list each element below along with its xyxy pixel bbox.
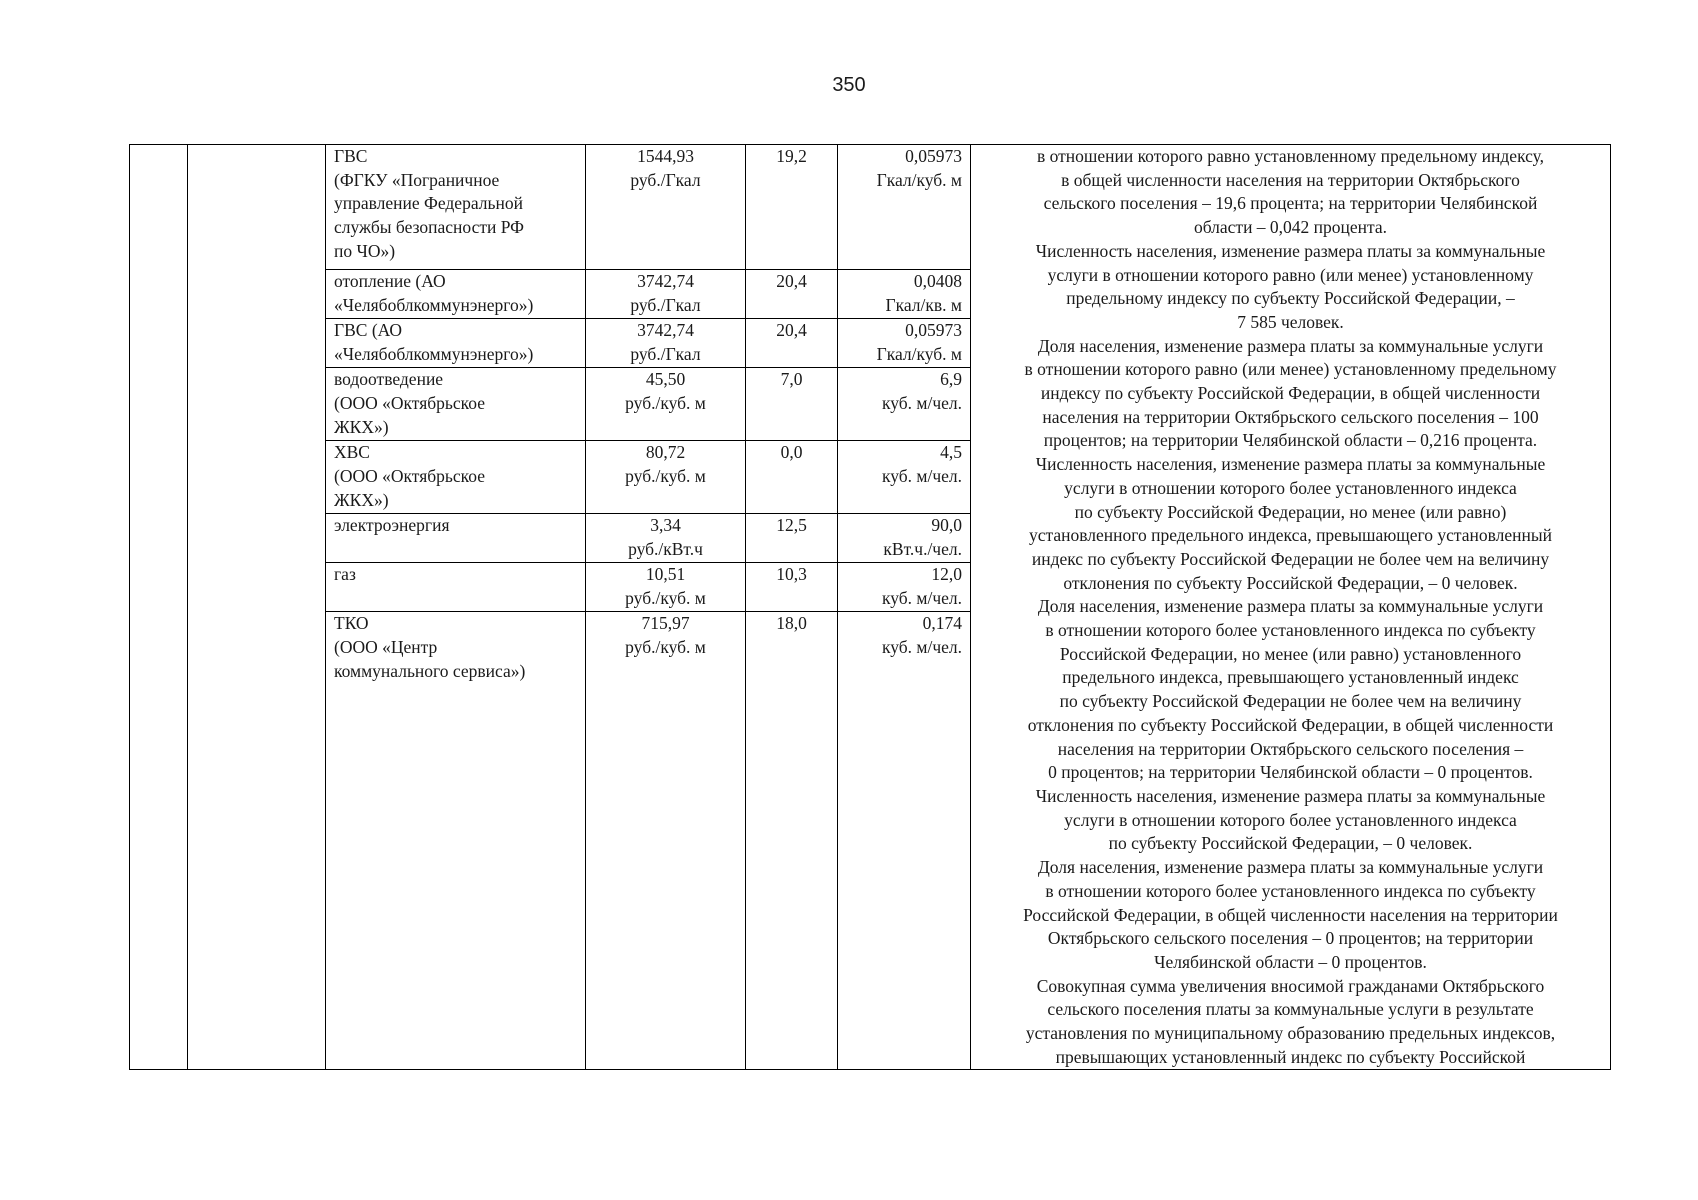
norm-cell (838, 514, 971, 563)
service-cell (326, 612, 586, 1070)
tariff-table (129, 144, 1611, 1070)
service-cell (326, 319, 586, 368)
note-line: услуги в отношении которого равно (или менее) установленному (1047, 264, 1534, 285)
tariff-cell-line: 1544,93 (637, 146, 694, 166)
tariff-cell-line: 45,50 (645, 369, 686, 390)
service-cell-line: «Челябоблкоммунэнерго») (334, 295, 534, 316)
note-line: в общей численности населения на территории Октябрьского (1061, 169, 1520, 190)
service-cell-line: электроэнергия (334, 515, 450, 536)
note-line: установленного предельного индекса, превышающего установленный (1028, 525, 1553, 546)
note-line: индекс по субъекту Российской Федерации не более чем на величину (1031, 548, 1550, 569)
service-cell-line: ТКО (334, 613, 369, 634)
service-cell-line: «Челябоблкоммунэнерго») (334, 344, 534, 365)
growth-cell (746, 368, 838, 441)
norm-cell-line: 4,5 (940, 442, 962, 463)
note-line: услуги в отношении которого более установленного индекса (1064, 477, 1517, 498)
table-row (130, 145, 1611, 270)
service-cell-line: (ООО «Октябрьское (334, 393, 485, 414)
blank-col-2 (188, 145, 326, 1070)
growth-cell-line: 19,2 (776, 146, 807, 166)
note-line: сельского поселения – 19,6 процента; на территории Челябинской (1043, 193, 1538, 214)
note-line: индексу по субъекту Российской Федерации, в общей численности (1040, 383, 1541, 404)
growth-cell-line: 0,0 (780, 442, 803, 463)
growth-cell-line: 18,0 (776, 613, 807, 634)
norm-cell (838, 441, 971, 514)
growth-cell (746, 441, 838, 514)
tariff-cell (586, 612, 746, 1070)
service-cell (326, 270, 586, 319)
note-line: предельному индексу по субъекту Российской Федерации, – (1066, 288, 1515, 309)
tariff-cell-line: 715,97 (641, 613, 690, 634)
note-line: в отношении которого равно установленному предельному индексу, (1036, 146, 1545, 166)
note-line: предельного индекса, превышающего установленный индекс (1062, 667, 1519, 688)
norm-cell (838, 368, 971, 441)
note-line: Российской Федерации, в общей численности населения на территории (1023, 904, 1558, 925)
growth-cell-line: 10,3 (776, 564, 807, 585)
norm-cell-line: 0,0408 (913, 271, 962, 292)
growth-cell (746, 514, 838, 563)
norm-cell-line: куб. м/чел. (881, 587, 962, 608)
growth-cell-line: 7,0 (780, 369, 803, 390)
norm-cell-line: куб. м/чел. (881, 636, 962, 657)
service-cell-line: ЖКХ») (334, 416, 389, 437)
tariff-cell-line: 10,51 (645, 564, 686, 585)
tariff-cell (586, 145, 746, 270)
notes-cell (971, 145, 1611, 1070)
growth-cell (746, 270, 838, 319)
growth-cell (746, 145, 838, 270)
tariff-cell (586, 368, 746, 441)
service-cell-line: ГВС (334, 146, 368, 166)
norm-cell (838, 145, 971, 270)
norm-cell (838, 612, 971, 1070)
norm-cell-line: 12,0 (931, 564, 962, 585)
service-cell (326, 514, 586, 563)
note-line: Челябинской области – 0 процентов. (1154, 951, 1427, 972)
note-line: населения на территории Октябрьского сельского поселения – 100 (1042, 406, 1539, 427)
tariff-cell-line: 80,72 (645, 442, 686, 463)
service-cell-line: газ (334, 564, 356, 585)
note-line: Численность населения, изменение размера платы за коммунальные (1035, 785, 1546, 806)
growth-cell (746, 612, 838, 1070)
tariff-cell-line: руб./Гкал (630, 295, 701, 316)
note-line: Совокупная сумма увеличения вносимой гражданами Октябрьского (1036, 975, 1545, 996)
service-cell-line: ХВС (334, 442, 370, 463)
norm-cell-line: Гкал/куб. м (876, 344, 962, 365)
note-line: в отношении которого равно (или менее) установленному предельному (1024, 359, 1557, 380)
norm-cell (838, 563, 971, 612)
note-line: 7 585 человек. (1237, 311, 1344, 332)
tariff-cell-line: руб./Гкал (630, 169, 701, 190)
tariff-cell-line: 3,34 (650, 515, 681, 536)
tariff-cell (586, 563, 746, 612)
note-line: Численность населения, изменение размера платы за коммунальные (1035, 454, 1546, 475)
tariff-cell-line: руб./кВт.ч (628, 538, 703, 559)
growth-cell (746, 563, 838, 612)
norm-cell-line: 0,05973 (905, 146, 962, 166)
note-line: Доля населения, изменение размера платы за коммунальные услуги (1037, 857, 1544, 878)
tariff-cell (586, 441, 746, 514)
norm-cell-line: 0,174 (922, 613, 962, 634)
service-cell-line: (ФГКУ «Пограничное (334, 169, 500, 190)
service-cell-line: по ЧО») (334, 240, 396, 261)
norm-cell (838, 270, 971, 319)
service-cell-line: отопление (АО (334, 271, 446, 292)
service-cell-line: (ООО «Октябрьское (334, 465, 485, 486)
norm-cell-line: 0,05973 (905, 320, 962, 341)
tariff-cell-line: руб./куб. м (625, 587, 706, 608)
growth-cell-line: 20,4 (776, 271, 807, 292)
note-line: по субъекту Российской Федерации, – 0 человек. (1108, 833, 1473, 854)
tariff-cell-line: руб./куб. м (625, 465, 706, 486)
tariff-cell (586, 319, 746, 368)
service-cell-line: управление Федеральной (334, 193, 523, 214)
growth-cell-line: 12,5 (776, 515, 807, 536)
growth-cell-line: 20,4 (776, 320, 807, 341)
norm-cell-line: 90,0 (931, 515, 962, 536)
note-line: Численность населения, изменение размера платы за коммунальные (1035, 240, 1546, 261)
note-line: Октябрьского сельского поселения – 0 процентов; на территории (1047, 928, 1534, 949)
tariff-cell-line: 3742,74 (637, 271, 694, 292)
service-cell-line: (ООО «Центр (334, 636, 438, 657)
tariff-cell-line: 3742,74 (637, 320, 694, 341)
note-line: услуги в отношении которого более установленного индекса (1064, 809, 1517, 830)
note-line: отклонения по субъекту Российской Федерации, в общей численности (1027, 714, 1554, 735)
service-cell (326, 145, 586, 270)
note-line: процентов; на территории Челябинской области – 0,216 процента. (1043, 430, 1538, 451)
service-cell (326, 563, 586, 612)
note-line: превышающих установленный индекс по субъекту Российской (1055, 1046, 1526, 1067)
service-cell (326, 368, 586, 441)
note-line: по субъекту Российской Федерации не более чем на величину (1059, 691, 1522, 712)
norm-cell-line: куб. м/чел. (881, 393, 962, 414)
service-cell-line: ГВС (АО (334, 320, 403, 341)
norm-cell-line: куб. м/чел. (881, 465, 962, 486)
service-cell (326, 441, 586, 514)
tariff-cell (586, 514, 746, 563)
note-line: Доля населения, изменение размера платы за коммунальные услуги (1037, 596, 1544, 617)
note-line: Российской Федерации, но менее (или равно) установленного (1059, 643, 1522, 664)
note-line: сельского поселения платы за коммунальные услуги в результате (1047, 999, 1534, 1020)
note-line: Доля населения, изменение размера платы за коммунальные услуги (1037, 335, 1544, 356)
norm-cell-line: кВт.ч./чел. (883, 538, 962, 559)
tariff-cell-line: руб./куб. м (625, 393, 706, 414)
note-line: отклонения по субъекту Российской Федерации, – 0 человек. (1063, 572, 1518, 593)
norm-cell-line: 6,9 (940, 369, 962, 390)
note-line: в отношении которого более установленного индекса по субъекту (1045, 880, 1536, 901)
norm-cell-line: Гкал/кв. м (885, 295, 962, 316)
service-cell-line: коммунального сервиса») (334, 660, 526, 681)
note-line: области – 0,042 процента. (1193, 217, 1388, 238)
page-number: 350 (832, 74, 866, 96)
norm-cell (838, 319, 971, 368)
note-line: по субъекту Российской Федерации, но менее (или равно) (1074, 501, 1507, 522)
service-cell-line: водоотведение (334, 369, 444, 390)
tariff-cell (586, 270, 746, 319)
tariff-cell-line: руб./Гкал (630, 344, 701, 365)
blank-col-1 (130, 145, 188, 1070)
growth-cell (746, 319, 838, 368)
norm-cell-line: Гкал/куб. м (876, 169, 962, 190)
note-line: 0 процентов; на территории Челябинской области – 0 процентов. (1048, 762, 1533, 783)
note-line: населения на территории Октябрьского сельского поселения – (1057, 738, 1524, 759)
service-cell-line: службы безопасности РФ (334, 217, 524, 238)
note-line: установления по муниципальному образованию предельных индексов, (1025, 1023, 1556, 1044)
note-line: в отношении которого более установленного индекса по субъекту (1045, 620, 1536, 641)
service-cell-line: ЖКХ») (334, 489, 389, 510)
tariff-cell-line: руб./куб. м (625, 636, 706, 657)
